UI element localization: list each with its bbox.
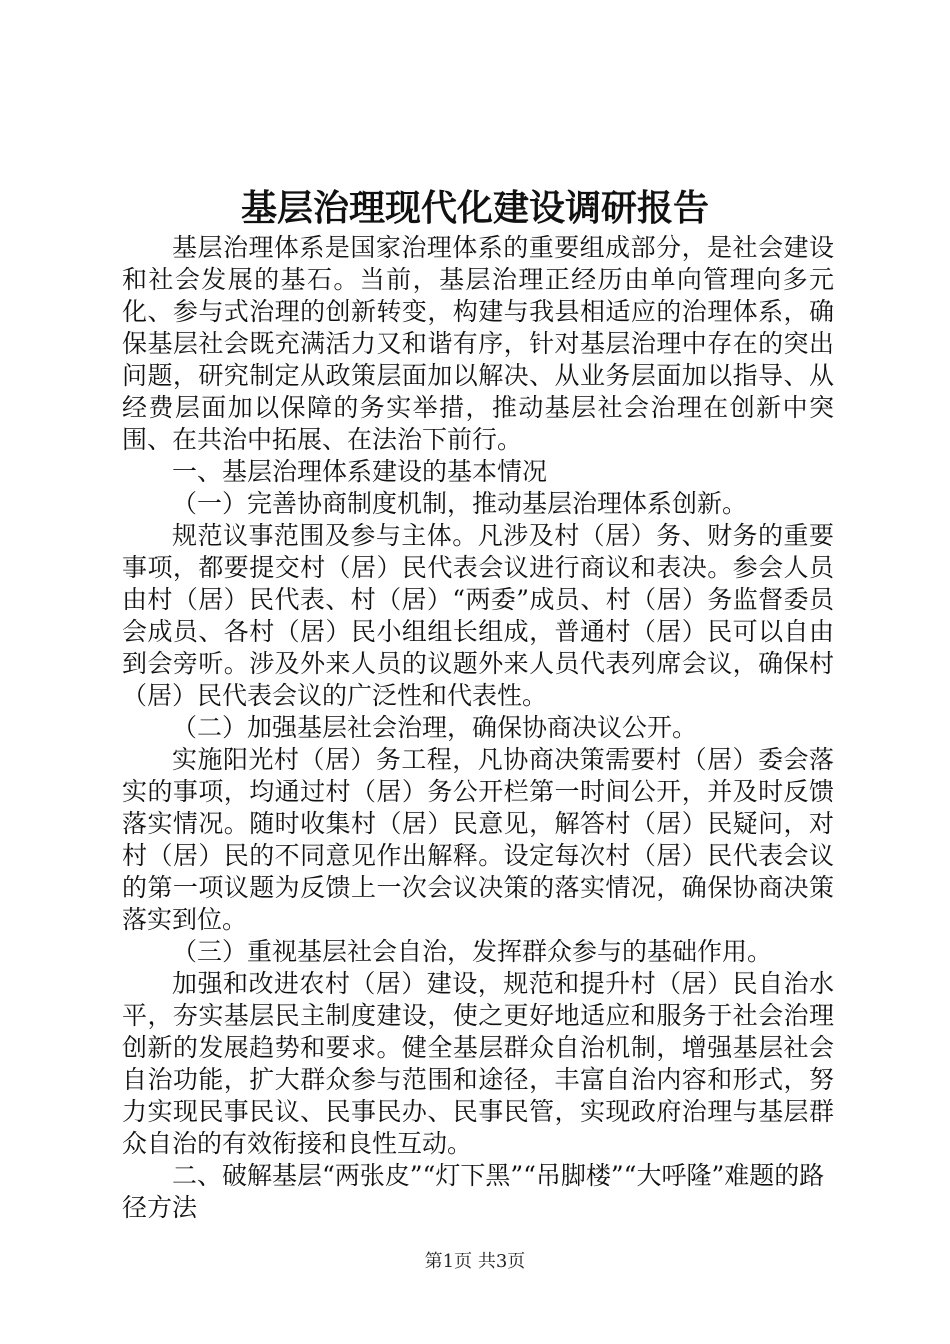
section-heading-1: 一、基层治理体系建设的基本情况: [172, 457, 548, 486]
page-number-footer: 第1页 共3页: [424, 1251, 526, 1272]
section-heading-2: 二、破解基层“两张皮”“灯下黑”“吊脚楼”“大呼隆”难题的路径方法: [122, 1161, 825, 1222]
subsection-heading-3: （三）重视基层社会自治，发挥群众参与的基础作用。: [172, 937, 773, 966]
document-title: 基层治理现代化建设调研报告: [240, 187, 709, 229]
subsection-heading-2: （二）加强基层社会治理，确保协商决议公开。: [172, 713, 698, 742]
document-body: [122, 232, 834, 1224]
intro-paragraph: 基层治理体系是国家治理体系的重要组成部分，是社会建设和社会发展的基石。当前，基层治理正经历由单向管理向多元化、参与式治理的创新转变，构建与我县相适应的治理体系，确保基层社会既充满活力又和谐有序，针对基层治理中存在的突出问题，研究制定从政策层面加以解决、从业务层面加以指导、从经费层面加以保障的务实举措，推动基层社会治理在创新中突围、在共治中拓展、在法治下前行。: [122, 233, 834, 454]
subsection-heading-1: （一）完善协商制度机制，推动基层治理体系创新。: [172, 489, 748, 518]
body-paragraph-1: 规范议事范围及参与主体。凡涉及村（居）务、财务的重要事项，都要提交村（居）民代表会议进行商议和表决。参会人员由村（居）民代表、村（居）“两委”成员、村（居）务监督委员会成员、各村（居）民小组组长组成，普通村（居）民可以自由到会旁听。涉及外来人员的议题外来人员代表列席会议，确保村（居）民代表会议的广泛性和代表性。: [122, 521, 834, 710]
body-paragraph-2: 实施阳光村（居）务工程，凡协商决策需要村（居）委会落实的事项，均通过村（居）务公开栏第一时间公开，并及时反馈落实情况。随时收集村（居）民意见，解答村（居）民疑问，对村（居）民的不同意见作出解释。设定每次村（居）民代表会议的第一项议题为反馈上一次会议决策的落实情况，确保协商决策落实到位。: [122, 745, 834, 934]
body-paragraph-3: 加强和改进农村（居）建设，规范和提升村（居）民自治水平，夯实基层民主制度建设，使之更好地适应和服务于社会治理创新的发展趋势和要求。健全基层群众自治机制，增强基层社会自治功能，扩大群众参与范围和途径，丰富自治内容和形式，努力实现民事民议、民事民办、民事民管，实现政府治理与基层群众自治的有效衔接和良性互动。: [122, 969, 834, 1158]
